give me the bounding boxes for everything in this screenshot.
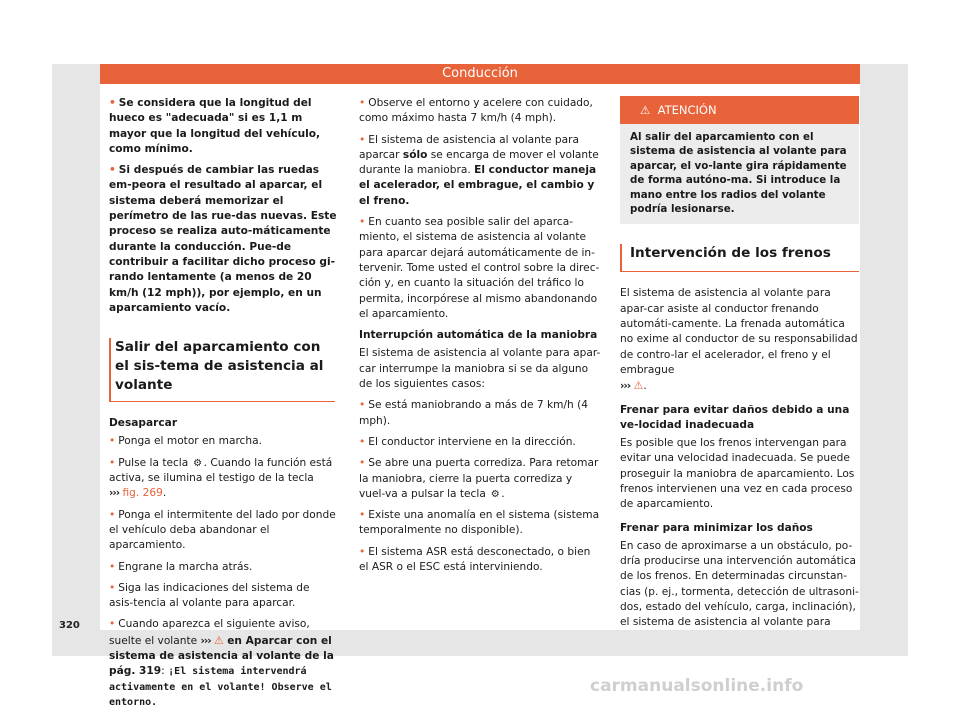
column-3 xyxy=(620,96,859,637)
subheading: Desaparcar xyxy=(109,417,178,430)
paragraph: El sistema de asistencia al volante para apar-car interrumpe la maniobra si se da alguno de los siguientes casos: xyxy=(359,347,601,391)
list-item: • Se abre una puerta corrediza. Para retomar la maniobra, cierre la puerta corrediza y vuel-va a pulsar la tecla ⚙ . xyxy=(359,456,601,502)
park-assist-key-icon: ⚙ xyxy=(193,457,203,469)
warning-triangle-icon: ⚠ xyxy=(633,379,644,393)
list-item: • El conductor interviene en la dirección. xyxy=(359,435,576,448)
list-item: • Ponga el intermitente del lado por donde el vehículo deba abandonar el aparcamiento. xyxy=(109,508,336,552)
warning-body: Al salir del aparcamiento con el sistema de asistencia al volante para aparcar, el vo-lante gira rápidamente de forma autóno-ma. Si introduce la mano entre los radios del volante podría lesionarse. xyxy=(630,131,847,216)
subheading: Frenar para minimizar los daños xyxy=(620,521,813,534)
page-number: 320 xyxy=(59,620,80,631)
chapter-header: Conducción xyxy=(100,64,860,84)
column-2 xyxy=(359,96,601,581)
figure-link[interactable]: fig. 269 xyxy=(122,487,163,500)
park-assist-key-icon: ⚙ xyxy=(490,488,500,500)
list-item: • Observe el entorno y acelere con cuidado, como máximo hasta 7 km/h (4 mph). xyxy=(359,97,593,125)
list-item: • En cuanto sea posible salir del aparca-miento, el sistema de asistencia al volante para aparcar dejará automáticamente de in-tervenir. Tome usted el control sobre la direc-ción y, en cuanto la situación del tráfico lo permita, incorpórese al mismo abandonando el aparcamiento. xyxy=(359,216,600,320)
paragraph: En caso de aproximarse a un obstáculo, po-dría producirse una intervención automática de los frenos. En determinadas circunstan-cias (p. ej., tormenta, detección de ultrasoni-dos, estado del vehículo, carga, inclinación), el sistema de asistencia al volante para xyxy=(620,539,859,629)
warning-triangle-icon: ⚠ xyxy=(214,633,224,647)
warning-header: ⚠ ATENCIÓN xyxy=(620,96,859,124)
warning-triangle-icon: ⚠ xyxy=(640,103,651,117)
list-item: • El sistema ASR está desconectado, o bien el ASR o el ESC está interviniendo. xyxy=(359,545,591,574)
list-item: • El sistema de asistencia al volante para aparcar sólo se encarga de mover el volante durante la maniobra. El conductor maneja el acelerador, el embrague, el cambio y el freno. xyxy=(359,133,599,207)
warning-box xyxy=(620,96,859,224)
list-item: • Engrane la marcha atrás. xyxy=(109,560,253,573)
paragraph: Es posible que los frenos intervengan para evitar una velocidad inadecuada. Se puede proseguir la maniobra de aparcamiento. Los frenos intervienen una vez en cada proceso de aparcamiento. xyxy=(620,437,855,511)
paragraph: El sistema de asistencia al volante para apar-car asiste al conductor frenando automáti-camente. La frenada automática no exime al conductor de su responsabilidad de contro-lar el acelerador, el freno y el embrague ››› ⚠. xyxy=(620,287,858,393)
subheading: Interrupción automática de la maniobra xyxy=(359,329,598,342)
subheading: Frenar para evitar daños debido a una ve-locidad inadecuada xyxy=(620,403,850,431)
list-item: • Se considera que la longitud del hueco es "adecuada" si es 1,1 m mayor que la longitud del vehículo, como mínimo. xyxy=(109,97,321,155)
section-title: Salir del aparcamiento con el sis-tema de asistencia al volante xyxy=(109,338,335,402)
list-item: • Ponga el motor en marcha. xyxy=(109,435,262,448)
list-item: • Existe una anomalía en el sistema (sistema temporalmente no disponible). xyxy=(359,509,600,537)
list-item: • Cuando aparezca el siguiente aviso, suelte el volante ››› ⚠ en Aparcar con el sistema de asistencia al volante de la pág. 319: ¡El sistema intervendrá activamente en el volante! Observe el entorno. xyxy=(109,618,334,708)
list-item: • Siga las indicaciones del sistema de asis-tencia al volante para aparcar. xyxy=(109,581,310,610)
watermark: carmanualsonline.info xyxy=(590,676,804,696)
section-title: Intervención de los frenos xyxy=(620,244,859,272)
list-item: • Se está maniobrando a más de 7 km/h (4 mph). xyxy=(359,399,588,427)
column-1 xyxy=(109,96,337,716)
list-item: • Si después de cambiar las ruedas em-peora el resultado al aparcar, el sistema deberá memorizar el perímetro de las rue-das nuevas. Este proceso se realiza auto-máticamente durante la conducción. Pue-de contribuir a facilitar dicho proceso gi-rando lentamente (a menos de 20 km/h (12 mph)), por ejemplo, en un aparcamiento vacío. xyxy=(109,164,337,314)
list-item: • Pulse la tecla ⚙ . Cuando la función está activa, se ilumina el testigo de la tecla ››› fig. 269. xyxy=(109,456,333,500)
